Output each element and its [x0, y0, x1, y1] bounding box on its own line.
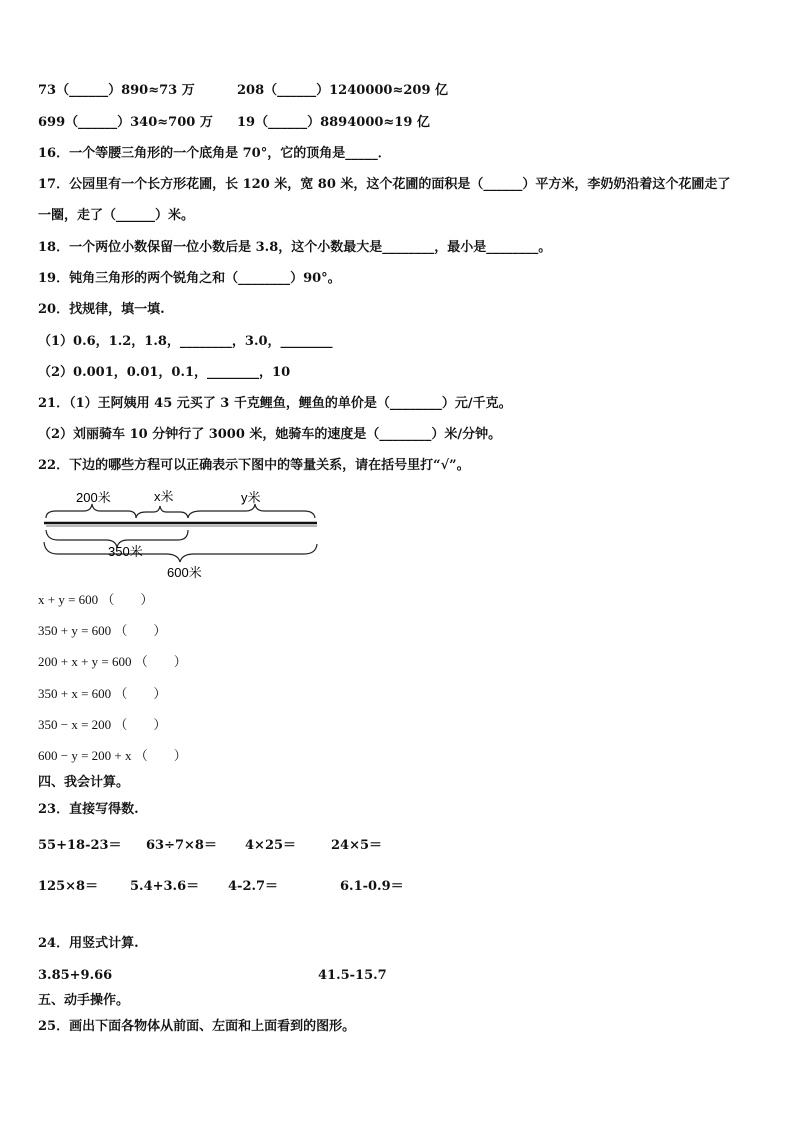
segment-diagram — [36, 482, 326, 582]
calc-5: 125×8＝ — [38, 879, 99, 894]
question-21-part1: 21．（1）王阿姨用 45 元买了 3 千克鲤鱼，鲤鱼的单价是（________）元/千克。 — [38, 396, 512, 411]
label-y: y米 — [241, 490, 261, 505]
question-25: 25．画出下面各物体从前面、左面和上面看到的图形。 — [38, 1019, 356, 1034]
vertical-calc-1: 3.85+9.66 — [38, 968, 113, 983]
equation-6: 600 − y = 200 + x （ ） — [38, 748, 187, 763]
q15-row1-right: 208（______）1240000≈209 亿 — [237, 83, 449, 98]
question-17-line1: 17．公园里有一个长方形花圃，长 120 米，宽 80 米，这个花圃的面积是（______）平方米，李奶奶沿着这个花圃走了 — [38, 177, 731, 192]
q15-row1-left: 73（______）890≈73 万 — [38, 83, 195, 98]
brace-y — [188, 504, 315, 518]
label-200: 200米 — [76, 490, 111, 505]
question-24-title: 24．用竖式计算. — [38, 936, 139, 951]
question-19: 19．钝角三角形的两个锐角之和（________）90°。 — [38, 271, 341, 286]
question-16: 16．一个等腰三角形的一个底角是 70°，它的顶角是_____． — [38, 146, 391, 161]
calc-2: 63÷7×8＝ — [146, 838, 217, 853]
label-x: x米 — [154, 489, 174, 504]
brace-200 — [46, 504, 136, 518]
calc-7: 4-2.7＝ — [228, 879, 279, 894]
question-18: 18．一个两位小数保留一位小数后是 3.8，这个小数最大是________，最小是________。 — [38, 240, 552, 255]
calc-6: 5.4+3.6＝ — [130, 879, 200, 894]
brace-x — [136, 506, 188, 518]
label-600: 600米 — [167, 565, 202, 580]
equation-4: 350 + x = 600 （ ） — [38, 686, 167, 701]
vertical-calc-2: 41.5-15.7 — [318, 968, 387, 983]
equation-5: 350 − x = 200 （ ） — [38, 717, 167, 732]
question-17-line2: 一圈，走了（______）米。 — [38, 208, 195, 223]
equation-1: x + y = 600 （ ） — [38, 592, 154, 607]
equation-2: 350 + y = 600 （ ） — [38, 623, 167, 638]
label-350: 350米 — [108, 544, 143, 559]
question-21-part2: （2）刘丽骑车 10 分钟行了 3000 米，她骑车的速度是（________）米/分钟。 — [38, 427, 502, 442]
calc-8: 6.1-0.9＝ — [340, 879, 404, 894]
q15-row2-left: 699（______）340≈700 万 — [38, 115, 213, 130]
question-22-title: 22．下边的哪些方程可以正确表示下图中的等量关系，请在括号里打“√”。 — [38, 458, 470, 473]
calc-4: 24×5＝ — [331, 838, 383, 853]
question-23-title: 23．直接写得数. — [38, 802, 139, 817]
brace-600 — [44, 542, 317, 562]
section-4-heading: 四、我会计算。 — [38, 775, 130, 790]
q15-row2-right: 19（______）8894000≈19 亿 — [237, 115, 430, 130]
calc-3: 4×25＝ — [245, 838, 297, 853]
section-5-heading: 五、动手操作。 — [38, 993, 130, 1008]
question-20-part1: （1）0.6，1.2，1.8，________，3.0，________ — [38, 334, 333, 349]
equation-3: 200 + x + y = 600 （ ） — [38, 654, 187, 669]
calc-1: 55+18-23＝ — [38, 838, 122, 853]
question-20-part2: （2）0.001，0.01，0.1，________，10 — [38, 365, 291, 380]
question-20-title: 20．找规律，填一填. — [38, 302, 165, 317]
